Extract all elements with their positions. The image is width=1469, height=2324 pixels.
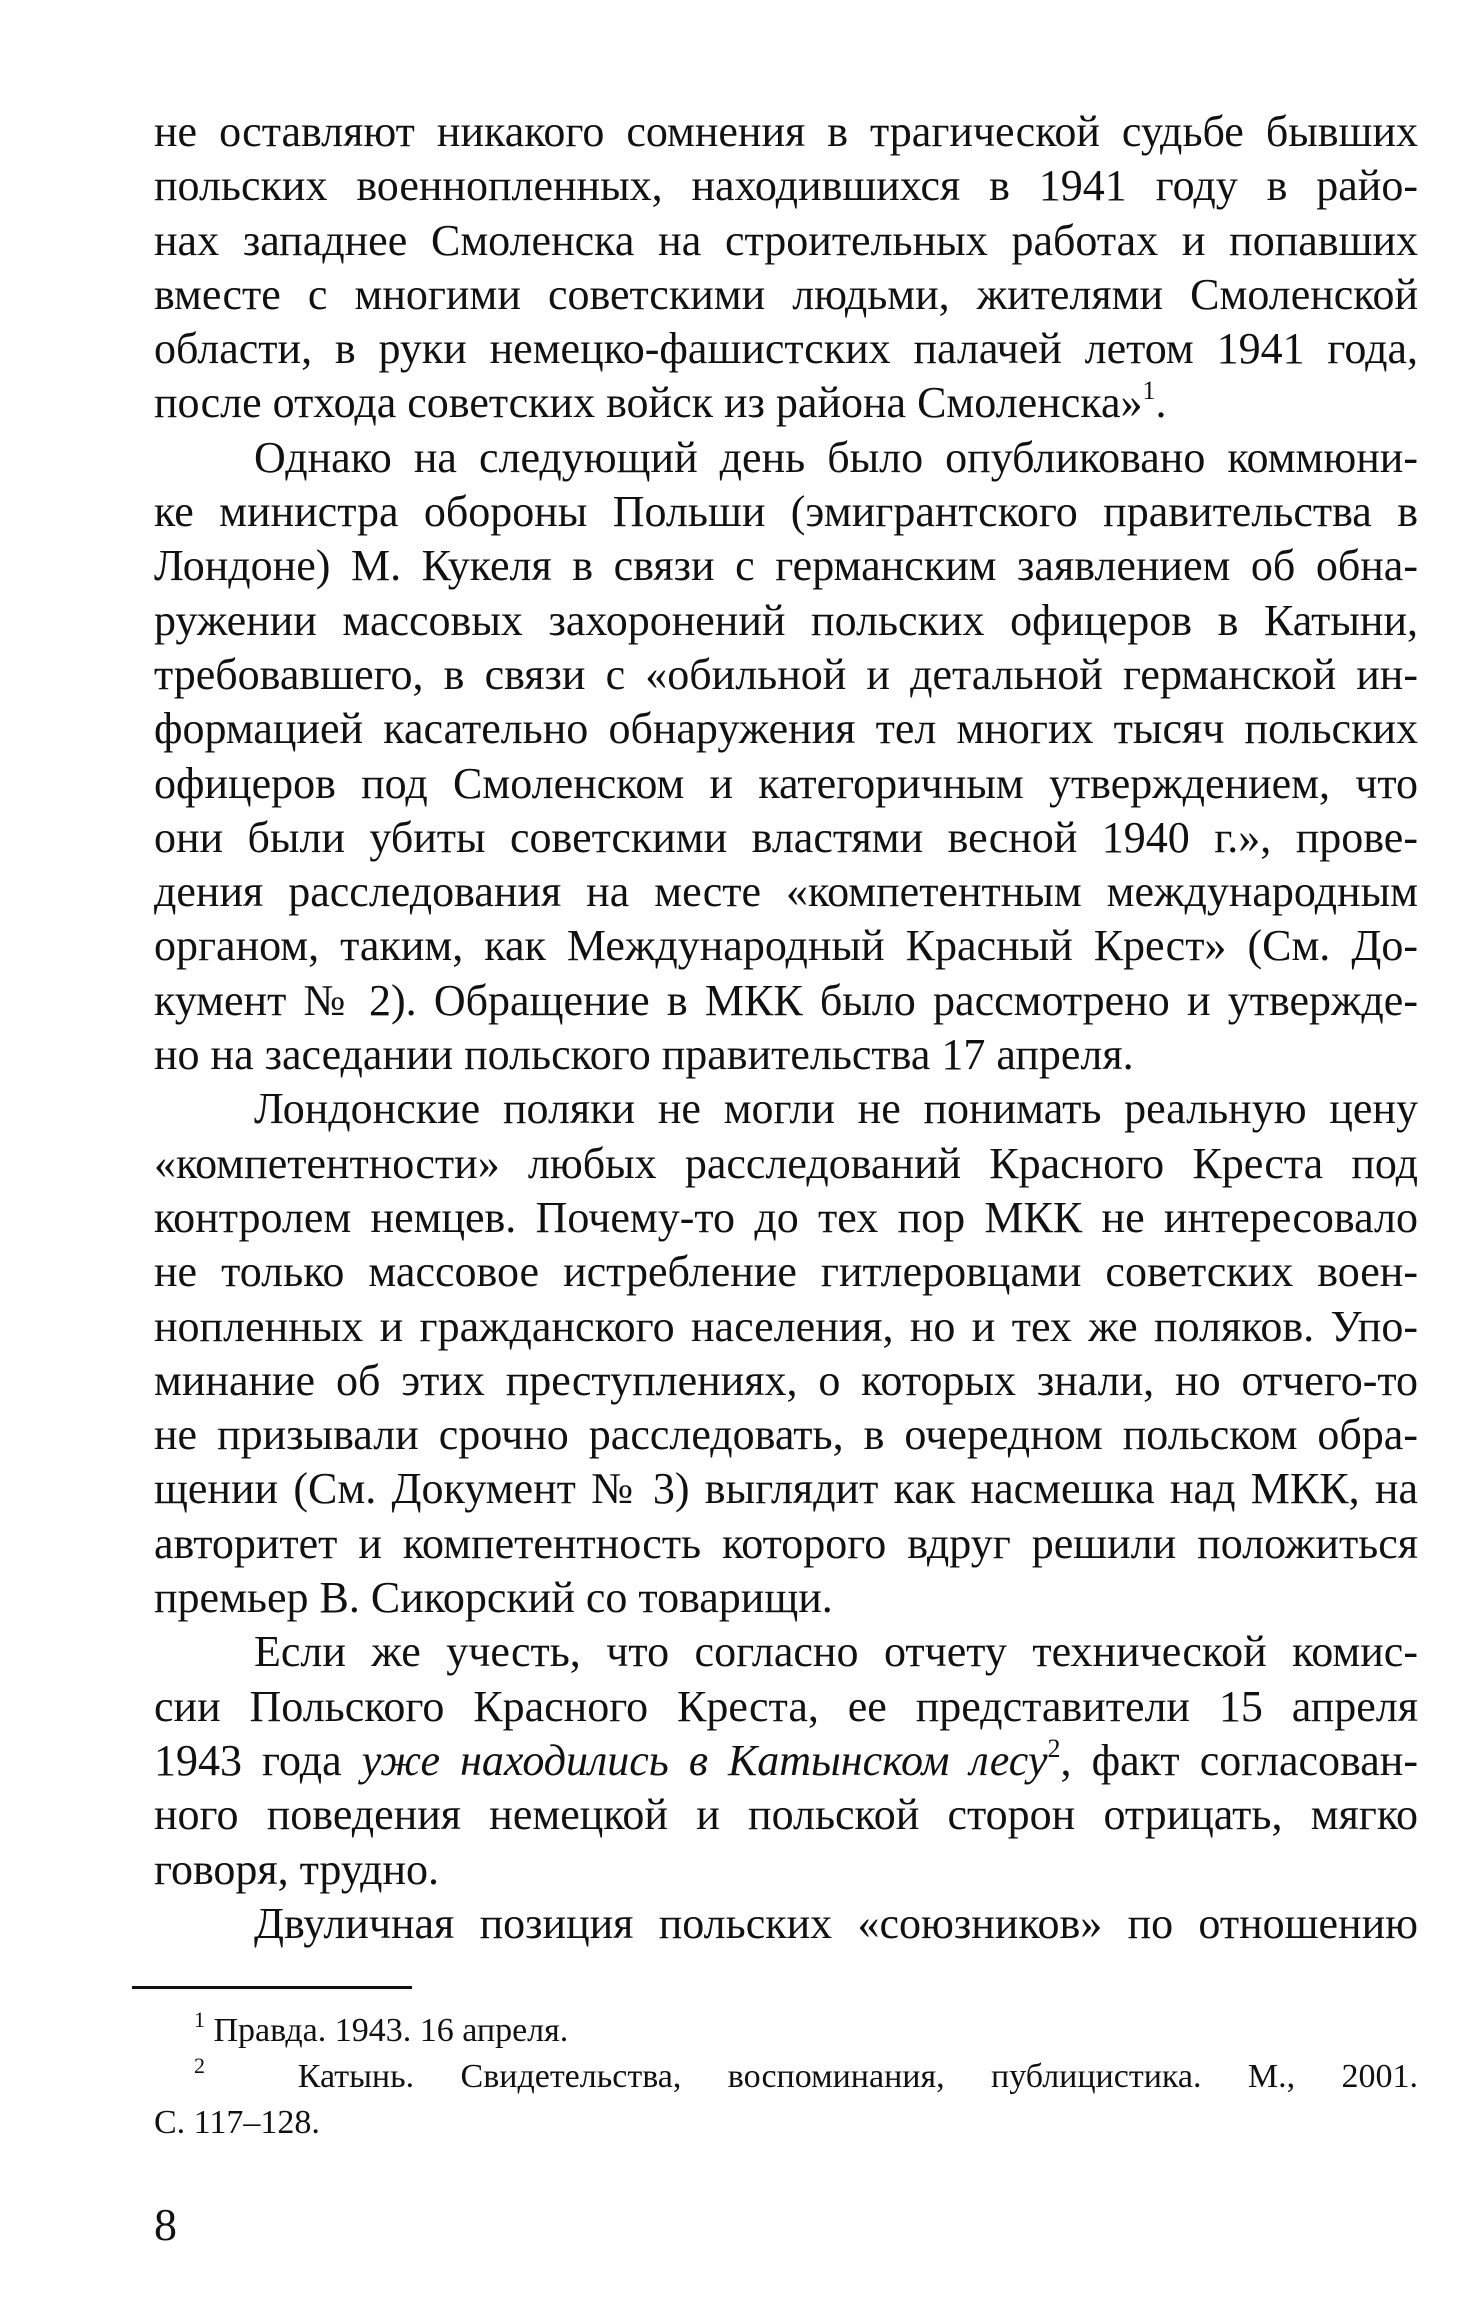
text-run: офицеров под Смоленском и категоричным утверждением, что xyxy=(154,758,1418,808)
text-run: нах западнее Смоленска на строительных работах и попавших xyxy=(154,215,1418,265)
paragraph xyxy=(154,1897,1418,1951)
text-line xyxy=(154,1571,1418,1625)
text-run: кумент № 2). Обращение в МКК было рассмотрено и утвержде- xyxy=(154,975,1418,1025)
text-line xyxy=(154,1408,1418,1462)
text-line xyxy=(154,322,1418,376)
footnote-mark: 1 xyxy=(194,2007,205,2032)
text-run: вместе с многими советскими людьми, жителями Смоленской xyxy=(154,269,1418,319)
text-run: формацией касательно обнаружения тел многих тысяч польских xyxy=(154,704,1418,754)
text-line xyxy=(154,1245,1418,1299)
text-line xyxy=(154,1462,1418,1516)
text-line xyxy=(154,865,1418,919)
text-run: после отхода советских войск из района Смоленска» xyxy=(154,378,1143,428)
text-line xyxy=(154,1191,1418,1245)
footnote-separator xyxy=(132,1986,412,1989)
text-line xyxy=(154,1300,1418,1354)
text-run: Если же учесть, что согласно отчету технической комис- xyxy=(254,1627,1418,1677)
text-run: щении (См. Документ № 3) выглядит как насмешка над МКК, на xyxy=(154,1464,1418,1514)
text-line xyxy=(154,1680,1418,1734)
text-run: требовавшего, в связи с «обильной и детальной германской ин- xyxy=(154,649,1418,699)
text-line xyxy=(154,1082,1418,1136)
text-run: минание об этих преступлениях, о которых знали, но отчего-то xyxy=(154,1355,1418,1405)
main-text xyxy=(154,105,1418,1951)
text-line xyxy=(154,431,1418,485)
text-run: сии Польского Красного Креста, ее представители 15 апреля xyxy=(154,1681,1418,1731)
footnote-ref: 2 xyxy=(1047,1733,1061,1763)
text-run: ружении массовых захоронений польских офицеров в Катыни, xyxy=(154,595,1418,645)
text-line xyxy=(154,1354,1418,1408)
paragraph xyxy=(154,105,1418,431)
text-run: не призывали срочно расследовать, в очередном польском обра- xyxy=(154,1410,1418,1460)
text-line xyxy=(154,702,1418,756)
text-run: ке министра обороны Польши (эмигрантского правительства в xyxy=(154,487,1418,537)
text-line xyxy=(154,1137,1418,1191)
text-run: контролем немцев. Почему-то до тех пор МКК не интересовало xyxy=(154,1192,1418,1242)
text-run: авторитет и компетентность которого вдруг решили положиться xyxy=(154,1518,1418,1568)
text-run: премьер В. Сикорский со товарищи. xyxy=(154,1573,833,1623)
text-line xyxy=(154,159,1418,213)
text-line xyxy=(154,485,1418,539)
text-line xyxy=(154,1843,1418,1897)
text-line xyxy=(154,105,1418,159)
text-line xyxy=(154,1625,1418,1679)
text-line xyxy=(154,919,1418,973)
text-run: нопленных и гражданского населения, но и тех же поляков. Упо- xyxy=(154,1301,1418,1351)
footnotes xyxy=(154,2008,1418,2146)
text-line xyxy=(154,376,1418,430)
text-run: дения расследования на месте «компетентным международным xyxy=(154,867,1418,917)
text-run: но на заседании польского правительства 17 апреля. xyxy=(154,1030,1134,1080)
text-run: говоря, трудно. xyxy=(154,1844,440,1894)
text-run: ного поведения немецкой и польской сторон отрицать, мягко xyxy=(154,1790,1418,1840)
paragraph xyxy=(154,431,1418,1083)
text-run: не только массовое истребление гитлеровцами советских воен- xyxy=(154,1247,1418,1297)
footnote-ref: 1 xyxy=(1142,376,1156,406)
text-run: Лондоне) М. Кукеля в связи с германским заявлением об обна- xyxy=(154,541,1418,591)
italic-text: уже находились в Катынском лесу xyxy=(361,1735,1048,1785)
footnote-text: Правда. 1943. 16 апреля. xyxy=(213,2012,569,2049)
text-line xyxy=(154,1734,1418,1788)
text-run: Однако на следующий день было опубликовано коммюни- xyxy=(254,432,1418,482)
text-line xyxy=(154,1788,1418,1842)
text-run: они были убиты советскими властями весной 1940 г.», прове- xyxy=(154,812,1418,862)
text-line xyxy=(154,539,1418,593)
text-run: Лондонские поляки не могли не понимать реальную цену xyxy=(254,1084,1418,1134)
text-run: не оставляют никакого сомнения в трагической судьбе бывших xyxy=(154,107,1418,156)
text-line xyxy=(154,214,1418,268)
text-run: , факт согласован- xyxy=(1060,1735,1418,1785)
text-line xyxy=(154,1897,1418,1951)
page-number: 8 xyxy=(154,2199,177,2250)
footnote xyxy=(154,2054,1418,2100)
text-line xyxy=(154,974,1418,1028)
footnote xyxy=(154,2008,1418,2054)
text-run: органом, таким, как Международный Красный Крест» (См. До- xyxy=(154,921,1418,971)
text-run: 1943 года xyxy=(154,1735,362,1785)
text-run: области, в руки немецко-фашистских палачей летом 1941 года, xyxy=(154,324,1418,374)
text-line xyxy=(154,1517,1418,1571)
text-line xyxy=(154,757,1418,811)
text-line xyxy=(154,268,1418,322)
text-run: . xyxy=(1155,378,1167,428)
paragraph xyxy=(154,1625,1418,1896)
text-line xyxy=(154,594,1418,648)
footnote-mark: 2 xyxy=(194,2053,205,2078)
text-line xyxy=(154,1028,1418,1082)
footnote-continuation: С. 117–128. xyxy=(154,2104,320,2141)
text-line xyxy=(154,648,1418,702)
footnote-text: Катынь. Свидетельства, воспоминания, публицистика. М., 2001. xyxy=(297,2058,1418,2095)
text-line xyxy=(154,811,1418,865)
text-run: польских военнопленных, находившихся в 1941 году в райо- xyxy=(154,161,1418,211)
paragraph xyxy=(154,1082,1418,1625)
text-run: «компетентности» любых расследований Красного Креста под xyxy=(154,1138,1418,1188)
text-run: Двуличная позиция польских «союзников» по отношению xyxy=(254,1898,1418,1948)
